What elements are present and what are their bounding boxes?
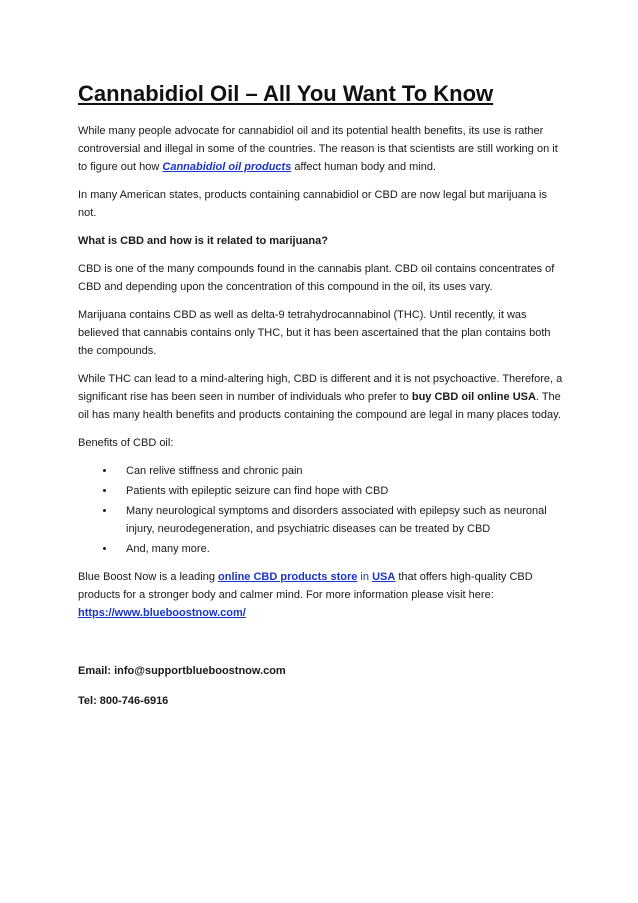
intro-text-1: While many people advocate for cannabidiol oil and its potential health benefits, its use is rather controversial and illegal in some of the countries. The reason is that scientists are still working on it to figure out how xyxy=(78,125,558,173)
spacer xyxy=(78,632,568,662)
list-item: • Many neurological symptoms and disorders associated with epilepsy such as neuronal injury, neurodegeneration, and psychiatric diseases can be treated by CBD xyxy=(116,502,568,538)
closing-text-2: that offers high-quality CBD products for a stronger body and calmer mind. For more information please visit here: xyxy=(78,571,533,601)
thc-text-1: While THC can lead to a mind-altering high, CBD is different and it is not psychoactive. Therefore, a significant rise has been seen in number of individuals who prefer to xyxy=(78,373,563,403)
buy-cbd-oil-text: buy CBD oil online USA xyxy=(411,391,536,403)
online-cbd-store-link[interactable]: online CBD products store xyxy=(218,571,358,583)
question-heading: What is CBD and how is it related to marijuana? xyxy=(78,235,328,247)
closing-in-text: in xyxy=(357,571,373,583)
list-item: • And, many more. xyxy=(116,540,568,558)
closing-paragraph xyxy=(78,568,568,622)
website-url-link[interactable]: https://www.blueboostnow.com/ xyxy=(78,607,246,619)
closing-text-1: Blue Boost Now is a leading xyxy=(78,571,219,583)
page-title: Cannabidiol Oil – All You Want To Know xyxy=(78,81,494,106)
benefits-heading: Benefits of CBD oil: xyxy=(78,437,174,449)
tel-line: Tel: 800-746-6916 xyxy=(78,695,169,707)
list-item: • Patients with epileptic seizure can find hope with CBD xyxy=(116,482,568,500)
thc-text-2: . The oil has many health benefits and products containing the compound are legal in many places today. xyxy=(78,391,561,421)
intro-paragraph xyxy=(78,122,568,176)
thc-paragraph xyxy=(78,370,568,424)
benefits-list xyxy=(78,462,568,558)
list-item: • Can relive stiffness and chronic pain xyxy=(116,462,568,480)
marijuana-paragraph: Marijuana contains CBD as well as delta-9 tetrahydrocannabinol (THC). Until recently, it was believed that cannabis contains only THC, but it has been ascertained that the plan contains both the compounds. xyxy=(78,309,551,357)
cbd-paragraph: CBD is one of the many compounds found in the cannabis plant. CBD oil contains concentrates of CBD and depending upon the concentration of this compound in the oil, its uses vary. xyxy=(78,263,555,293)
intro-text-2: affect human body and mind. xyxy=(291,161,437,173)
states-paragraph: In many American states, products containing cannabidiol or CBD are now legal but marijuana is not. xyxy=(78,189,547,219)
cannabidiol-oil-products-link[interactable]: Cannabidiol oil products xyxy=(162,161,292,173)
email-line: Email: info@supportblueboostnow.com xyxy=(78,665,286,677)
usa-link[interactable]: USA xyxy=(372,571,396,583)
